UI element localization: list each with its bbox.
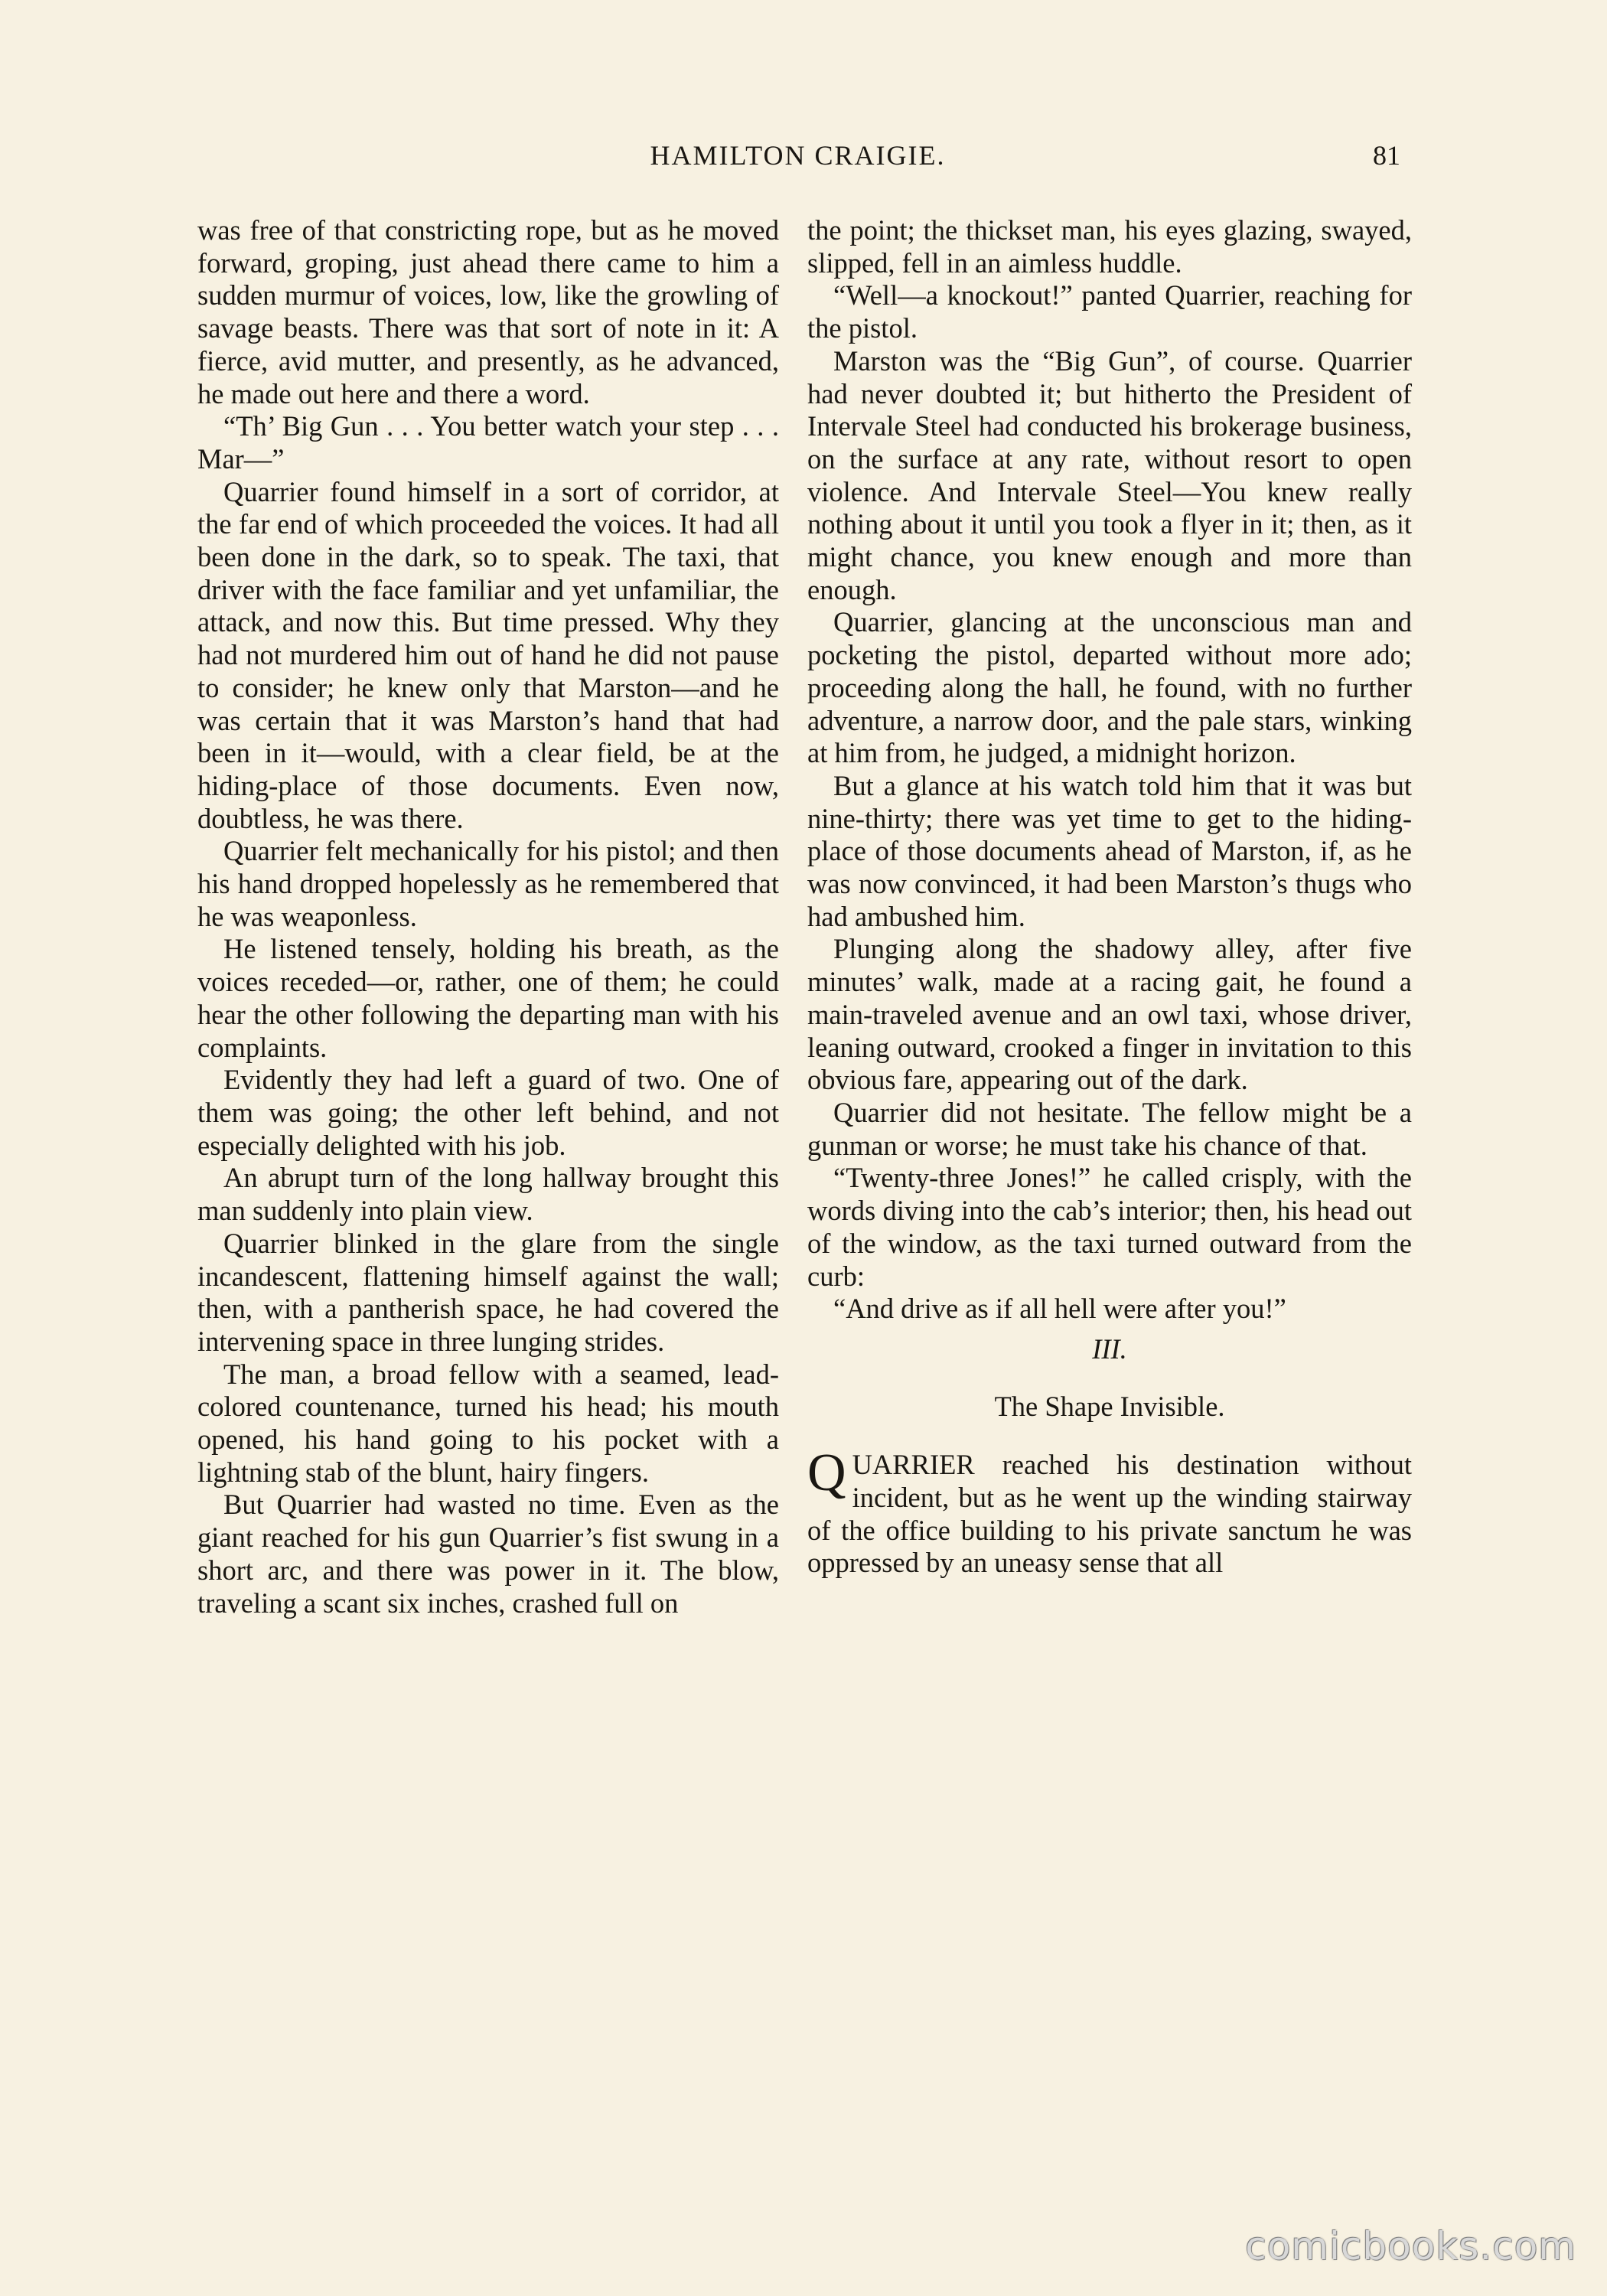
final-paragraph-text: UARRIER reached his destination without incident, but as he went up the winding stairway of the office building to his private sanctum he was oppressed by an uneasy sense that all	[807, 1449, 1412, 1579]
paragraph: “Well—a knockout!” panted Quarrier, reaching for the pistol.	[807, 279, 1412, 344]
paragraph: Quarrier, glancing at the unconscious man and pocketing the pistol, departed without more ado; proceeding along the hall, he found, with no further adventure, a narrow door, and the pale stars, winking at him from, he judged, a midnight horizon.	[807, 606, 1412, 769]
paragraph: “And drive as if all hell were after you!”	[833, 1293, 1286, 1325]
paragraph: An abrupt turn of the long hallway brought this man suddenly into plain view.	[197, 1162, 779, 1227]
paragraph: was free of that constricting rope, but as he moved forward, groping, just ahead there came to him a sudden murmur of voices, low, like the growling of savage beasts. There was that sort of note in it: A fierce, avid mutter, and presently, as he advanced, he made out here and there a word.	[197, 214, 779, 409]
paragraph: Plunging along the shadowy alley, after five minutes’ walk, made at a racing gait, he found a main-traveled avenue and an owl taxi, whose driver, leaning outward, crooked a finger in invitation to this obvious fare, appearing out of the dark.	[807, 933, 1412, 1096]
paragraph: Quarrier blinked in the glare from the single incandescent, flattening himself against the wall; then, with a pantherish space, he had covered the intervening space in three lunging strides.	[197, 1227, 779, 1357]
page-header	[195, 139, 1400, 185]
running-head: HAMILTON CRAIGIE.	[650, 140, 946, 171]
final-paragraph	[807, 1443, 1412, 1580]
paragraph: Quarrier found himself in a sort of corridor, at the far end of which proceeded the voices. It had all been done in the dark, so to speak. The taxi, that driver with the face familiar and yet unfamiliar, the attack, and now this. But time pressed. Why they had not murdered him out of hand he did not pause to consider; he knew only that Marston—and he was certain that it was Marston’s hand that had been in it—would, with a clear field, be at the hiding-place of those documents. Even now, doubtless, he was there.	[197, 475, 779, 834]
page-number: 81	[1373, 140, 1400, 171]
watermark: comicbooks.com	[1245, 2224, 1576, 2268]
section-number: III.	[1092, 1332, 1127, 1365]
paragraph: Quarrier felt mechanically for his pistol; and then his hand dropped hopelessly as he remembered that he was weaponless.	[197, 835, 779, 932]
paragraph: “Th’ Big Gun . . . You better watch your step . . . Mar—”	[197, 410, 779, 475]
paragraph: He listened tensely, holding his breath, as the voices receded—or, rather, one of them; he could hear the other following the departing man with his complaints.	[197, 933, 779, 1063]
drop-cap: Q	[807, 1443, 846, 1503]
paragraph: Evidently they had left a guard of two. One of them was going; the other left behind, and not especially delighted with his job.	[197, 1064, 779, 1161]
paragraph: the point; the thickset man, his eyes glazing, swayed, slipped, fell in an aimless huddle.	[807, 214, 1412, 279]
right-column	[807, 214, 1412, 1580]
paragraph: But a glance at his watch told him that it was but nine-thirty; there was yet time to get to the hiding-place of those documents ahead of Marston, if, as he was now convinced, it had been Marston’s thugs who had ambushed him.	[807, 769, 1412, 932]
paragraph: But Quarrier had wasted no time. Even as the giant reached for his gun Quarrier’s fist swung in a short arc, and there was power in it. The blow, traveling a scant six inches, crashed full on	[197, 1489, 779, 1619]
paragraph: Quarrier did not hesitate. The fellow might be a gunman or worse; he must take his chance of that.	[807, 1096, 1412, 1161]
paragraph: Marston was the “Big Gun”, of course. Quarrier had never doubted it; but hitherto the President of Intervale Steel had conducted his brokerage business, on the surface at any rate, without resort to open violence. And Intervale Steel—You knew really nothing about it until you took a flyer in it; then, as it might chance, you knew enough and more than enough.	[807, 344, 1412, 605]
paragraph: “Twenty-three Jones!” he called crisply, with the words diving into the cab’s interior; then, his head out of the window, as the taxi turned outward from the curb:	[807, 1162, 1412, 1292]
paragraph: The man, a broad fellow with a seamed, lead-colored countenance, turned his head; his mouth opened, his hand going to his pocket with a lightning stab of the blunt, hairy fingers.	[197, 1358, 779, 1488]
section-title: The Shape Invisible.	[994, 1390, 1225, 1422]
left-column	[197, 214, 779, 1619]
